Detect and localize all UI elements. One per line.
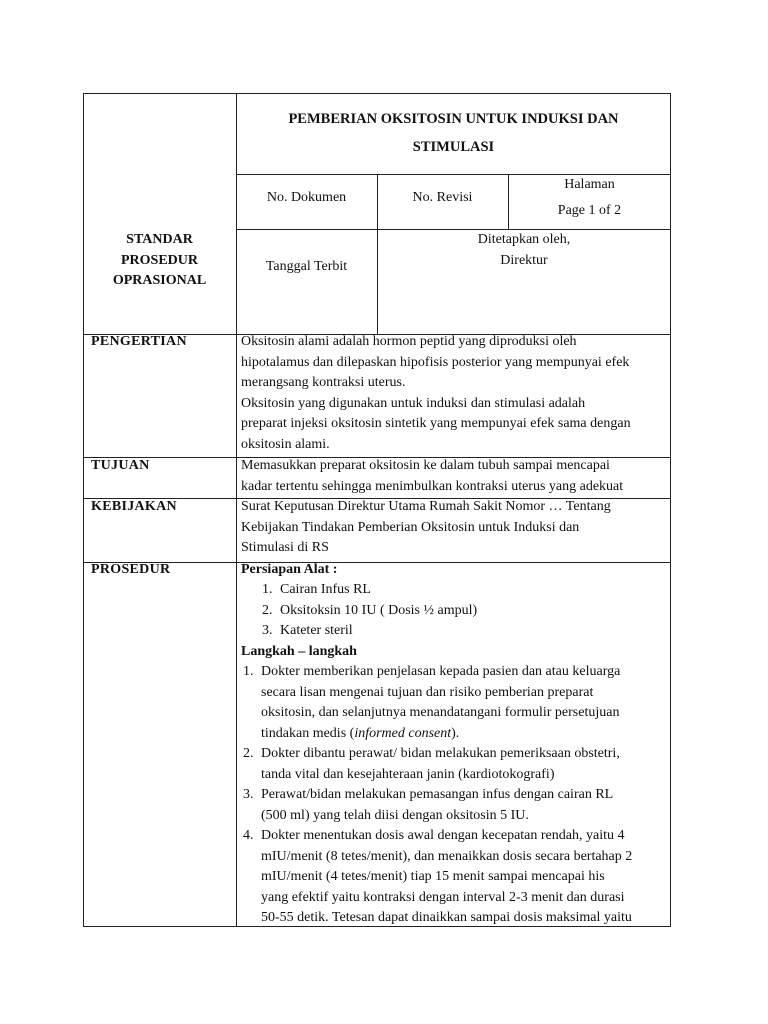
kebijakan-label: KEBIJAKAN	[91, 499, 177, 514]
list-number: 2.	[262, 602, 273, 618]
step-number: 3.	[243, 787, 254, 802]
tujuan-label: TUJUAN	[91, 458, 150, 473]
step-line-part: tindakan medis (	[261, 725, 355, 741]
step-line: Perawat/bidan melakukan pemasangan infus dengan cairan RL	[261, 787, 614, 802]
spo-line-2: PROSEDUR	[120, 252, 198, 268]
spo-line-3: OPRASIONAL	[112, 273, 207, 288]
kebijakan-text	[241, 497, 663, 559]
page-number: Page 1 of 2	[557, 203, 622, 218]
pengertian-line: preparat injeksi oksitosin sintetik yang mempunyai efek sama dengan	[241, 416, 631, 431]
spo-label	[84, 230, 235, 292]
kebijakan-line: Kebijakan Tindakan Pemberian Oksitosin untuk Induksi dan	[241, 519, 580, 535]
document-title	[236, 105, 671, 161]
step-number: 4.	[243, 828, 254, 843]
title-line-1: PEMBERIAN OKSITOSIN UNTUK INDUKSI DAN	[288, 111, 619, 127]
pengertian-label: PENGERTIAN	[91, 334, 187, 349]
kebijakan-line: Stimulasi di RS	[241, 540, 329, 555]
step-line: secara lisan mengenai tujuan dan risiko pemberian preparat	[261, 684, 594, 700]
alat-list	[262, 580, 662, 642]
step-line: mIU/menit (4 tetes/menit) tiap 15 menit sampai mencapai his	[261, 869, 605, 884]
step-line: Dokter memberikan penjelasan kepada pasien dan atau keluarga	[261, 664, 621, 679]
step-line: Dokter dibantu perawat/ bidan melakukan pemeriksaan obstetri,	[261, 746, 620, 761]
step-line: 50-55 detik. Tetesan dapat dinaikkan sampai dosis maksimal yaitu	[261, 910, 632, 925]
step-text	[261, 785, 663, 826]
list-number: 1.	[262, 582, 273, 597]
step-line-part: ).	[451, 725, 460, 741]
step-line: Dokter menentukan dosis awal dengan kecepatan rendah, yaitu 4	[261, 828, 625, 843]
tujuan-line: Memasukkan preparat oksitosin ke dalam tubuh sampai mencapai	[241, 458, 610, 473]
step-text	[261, 744, 663, 785]
prosedur-label: PROSEDUR	[91, 562, 171, 577]
list-item	[262, 621, 662, 642]
no-dokumen-label: No. Dokumen	[266, 190, 347, 205]
persiapan-alat-title: Persiapan Alat :	[241, 562, 338, 577]
title-line-2: STIMULASI	[412, 139, 495, 155]
ditetapkan-label	[377, 230, 671, 271]
list-text: Kateter steril	[280, 623, 353, 638]
step-line: tanda vital dan kesejahteraan janin (kardiotokografi)	[261, 766, 555, 782]
step-text	[261, 662, 663, 744]
list-text: Oksitoksin 10 IU ( Dosis ½ ampul)	[280, 602, 478, 618]
tujuan-text	[241, 456, 663, 497]
list-item	[262, 601, 662, 622]
step-number: 2.	[243, 746, 254, 761]
step-line: yang efektif yaitu kontraksi dengan interval 2-3 menit dan durasi	[261, 889, 625, 905]
divider	[236, 94, 237, 927]
divider	[84, 562, 671, 563]
step-line: oksitosin, dan selanjutnya menandatangani formulir persetujuan	[261, 705, 620, 720]
direktur: Direktur	[500, 252, 548, 268]
spo-line-1: STANDAR	[126, 232, 193, 247]
pengertian-line: oksitosin alami.	[241, 436, 330, 452]
pengertian-line: merangsang kontraksi uterus.	[241, 375, 406, 390]
step-line: mIU/menit (8 tetes/menit), dan menaikkan dosis secara bertahap 2	[261, 848, 633, 864]
no-revisi-label: No. Revisi	[412, 190, 473, 205]
pengertian-text	[241, 332, 663, 455]
step-number: 1.	[243, 664, 254, 679]
halaman-label: Halaman	[564, 177, 615, 192]
langkah-title: Langkah – langkah	[241, 644, 357, 659]
tujuan-line: kadar tertentu sehingga menimbulkan kontraksi uterus yang adekuat	[241, 478, 624, 494]
pengertian-line: Oksitosin yang digunakan untuk induksi dan stimulasi adalah	[241, 395, 586, 411]
step-line: (500 ml) yang telah diisi dengan oksitosin 5 IU.	[261, 807, 529, 823]
ditetapkan-oleh: Ditetapkan oleh,	[477, 232, 571, 247]
pengertian-line: Oksitosin alami adalah hormon peptid yang diproduksi oleh	[241, 334, 577, 349]
list-text: Cairan Infus RL	[280, 582, 371, 597]
list-number: 3.	[262, 623, 273, 638]
list-item	[262, 580, 662, 601]
kebijakan-line: Surat Keputusan Direktur Utama Rumah Sakit Nomor … Tentang	[241, 499, 611, 514]
pengertian-line: hipotalamus dan dilepaskan hipofisis posterior yang mempunyai efek	[241, 354, 630, 370]
step-text	[261, 826, 663, 929]
informed-consent: informed consent	[354, 725, 452, 741]
tanggal-terbit-label: Tanggal Terbit	[265, 259, 348, 274]
step-line	[261, 724, 663, 745]
